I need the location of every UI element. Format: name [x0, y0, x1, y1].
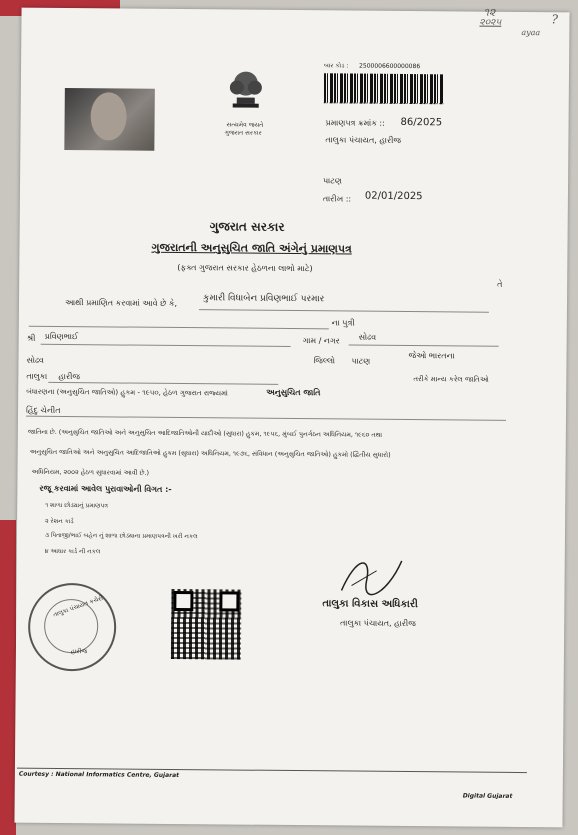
district-header: પાટણ: [323, 176, 342, 186]
district-label: જિલ્લો: [313, 356, 336, 366]
fill-line-6: [26, 416, 506, 421]
certificate-title: ગુજરાતની અનુસુચિત જાતિ અંગેનું પ્રમાણપત્ર: [151, 240, 352, 256]
body-l2: ના પુત્રી: [331, 318, 355, 328]
document-item: ૩ પિતાજી/ભાઈ બહેન નું શાળા છોડ્યાના પ્રમાણપત્રની ખરી નકલ: [44, 531, 198, 541]
certificate-page: [14, 5, 569, 828]
father-name: પ્રવિણભાઈ: [44, 331, 79, 342]
fill-line-4: [48, 382, 278, 385]
applicant-name: કુમારી વિધાબેન પ્રવિણભાઈ પરમાર: [202, 293, 325, 305]
emblem-caption-1: સત્યમેવ જયતે: [226, 121, 264, 129]
seal-bottom-text: હારીજ: [70, 648, 88, 656]
national-emblem-icon: [223, 61, 270, 121]
documents-heading: રજૂ કરવામાં આવેલ પુરાવાઓની વિગત :-: [39, 483, 172, 494]
certificate-no: 86/2025: [400, 116, 443, 129]
scheduled-caste-label: અનુસુચિત જાતિ: [266, 387, 321, 398]
barcode-label: બાર કોડ :: [324, 62, 349, 70]
document-item: ૪ આધાર કાર્ડ ની નકલ: [44, 547, 101, 556]
barcode-number: 2500006600000086: [359, 62, 421, 71]
signatory-title: તાલુકા વિકાસ અધિકારી: [322, 598, 418, 611]
legal-text-1: જાતિના છે. (અનુસુચિત જાતિઓ અને અનુસુચિત આદિજાતિઓની યાદીઓ (સુધારા) હુકમ, ૧૯૫૬, મુંબઈ પુનર્ગઠન અધિનિયમ, ૧૯૬૦ તથા: [27, 427, 383, 439]
body-l4-suffix: જેઓ ભારતના: [408, 351, 455, 361]
office-line: તાલુકા પંચાયત, હારીજ: [325, 135, 402, 145]
fill-line-1: [199, 309, 489, 313]
background-red-cloth-left: [0, 520, 16, 835]
village-label: ગામ / નગર: [302, 336, 340, 346]
fill-line-3b: [349, 344, 499, 346]
body-l5-prefix: બંધારણના (અનુસુચિત જાતિઓ) હુકમ - ૧૯૫૦, હેઠળ ગુજરાત રાજ્યમાં: [26, 387, 228, 398]
taluka-value: હારીજ: [58, 371, 81, 382]
village-value: સોઢવ: [358, 332, 377, 342]
handwritten-mark: ?: [551, 12, 558, 27]
handwritten-note-2: ૨૦૨૫: [479, 17, 502, 28]
body-l5-suffix: તરીકે માન્ય કરેલ જાતિઓ: [413, 375, 489, 384]
signatory-office: તાલુકા પંચાયત, હારીજ: [340, 618, 416, 629]
issue-date: 02/01/2025: [364, 190, 423, 203]
certificate-no-label: પ્રમાણપત્ર ક્રમાંક ::: [325, 118, 385, 128]
footer-brand: Digital Gujarat: [462, 792, 513, 800]
body-village-repeat: સોઢવ: [26, 355, 44, 365]
handwritten-note-1: ૧૨: [483, 5, 496, 19]
seal-top-text: તાલુકા પંચાયત કચેરી: [52, 594, 105, 619]
officer-signature-icon: [336, 550, 406, 601]
legal-text-2: અનુસુચિત જાતિઓ અને અનુસુચિત આદિજાતિઓ હુકમ (સુધારા) અધિનિયમ, ૧૯૭૬, સંવિધાન (અનુસુચિત જાતિઓ) હુકમો (દ્વિતીય સુધારો): [29, 447, 391, 459]
body-l3-prefix: શ્રી: [26, 333, 36, 343]
body-l1-prefix: આથી પ્રમાણિત કરવામાં આવે છે કે,: [64, 298, 178, 308]
barcode: [324, 73, 444, 104]
document-item: ૨ રેશન કાર્ડ: [45, 517, 74, 526]
date-label: તારીખ ::: [322, 194, 352, 204]
emblem-caption-2: ગુજરાત સરકાર: [224, 129, 262, 137]
body-l1-suffix: તે: [497, 279, 503, 289]
district-value: પાટણ: [351, 356, 371, 366]
certificate-subtitle: (ફક્ત ગુજરાત સરકાર હેઠળના લાભો માટે): [177, 262, 313, 274]
legal-text-3: અધિનિયમ, ૨૦૦૨ હેઠળ સુધારવામાં આવી છે.): [31, 467, 150, 477]
footer-courtesy: Courtesy : National Informatics Centre, Gujarat: [18, 770, 180, 780]
handwritten-note-3: ayaa: [521, 27, 541, 38]
fill-line-3: [41, 344, 291, 347]
caste-name: હિંદુ ચેનીત: [26, 405, 61, 415]
taluka-label: તાલુકા: [26, 371, 48, 381]
document-item: ૧ શાળા છોડ્યાનું પ્રમાણપત્ર: [45, 501, 108, 510]
gov-title: ગુજરાત સરકાર: [209, 219, 285, 234]
qr-code: [171, 589, 242, 660]
fill-line-2: [29, 326, 329, 330]
